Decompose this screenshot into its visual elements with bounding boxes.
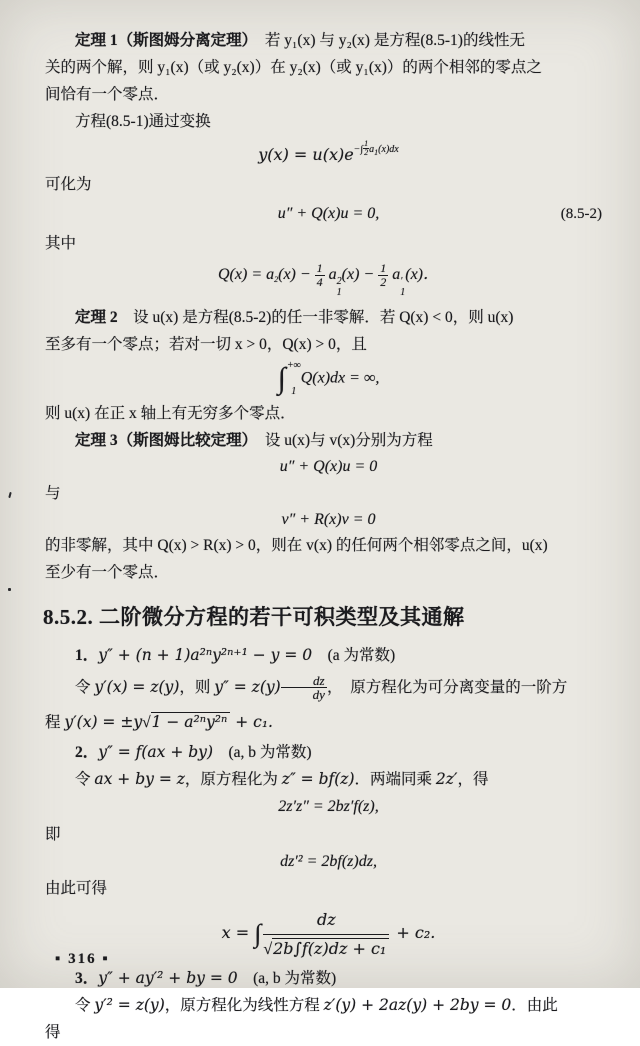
equation-v: v″ + R(x)v = 0 [281, 510, 376, 528]
equation-integral [45, 361, 612, 397]
scan-speck [8, 492, 11, 498]
item1-note: (a 为常数) [312, 647, 396, 665]
item2-number: 2． [75, 744, 99, 762]
and-label: 与 [45, 484, 61, 502]
eqQ-lhs: Q(x) = a [218, 265, 275, 283]
eq-transform-base: y(x) = u(x)e [258, 144, 354, 164]
eqQ-a2-supsub: ′ 1 [400, 275, 406, 299]
theorem3-text: 设 u(x)与 v(x)分别为方程 [249, 431, 433, 449]
eq-852-tag: (8.5-2) [560, 206, 602, 223]
equation-u: u″ + Q(x)u = 0 [279, 457, 378, 475]
item1-equation: y″ + (n + 1)a²ⁿy²ⁿ⁺¹ − y = 0 [98, 646, 313, 665]
item1-line3: 程 y′(x) = ±y√1 − a²ⁿy²ⁿ + c₁. [45, 713, 273, 732]
integral-upper-limit: +∞ [286, 359, 301, 371]
theorem2-line1 [45, 304, 612, 331]
item3-note: (a, b 为常数) [237, 969, 337, 987]
eqQ-a2: a [388, 265, 401, 283]
equation-transform [45, 140, 612, 166]
item2-line2: 令 ax + by = z，原方程化为 z″ = bf(z)．两端同乘 2z′，得 [75, 770, 489, 789]
page-number: ▪ 316 ▪ [55, 951, 110, 967]
equation-2zz: 2z′z″ = 2bz′f(z), [278, 798, 379, 816]
item1-number: 1． [75, 647, 99, 665]
equation-x-solution [45, 908, 612, 960]
theorem3-title: 定理 3（斯图姆比较定理） [75, 431, 250, 449]
eqx-tail: + c₂. [391, 923, 436, 943]
item3-line1 [45, 965, 612, 992]
item1-line2: 令 y′(x) = z(y)，则 y″ = z(y) $\frac{dz}{dy}$ ， 原方程化为可分离变量的一阶方 [75, 672, 568, 703]
exp-fraction: $\frac{1}{2}$ [364, 139, 369, 158]
item2-note: (a, b 为常数) [213, 744, 312, 762]
eqx-integral-sign: ∫ [254, 919, 262, 949]
item3-line3: 得 [45, 1023, 61, 1041]
item3-line2: 令 y′² = z(y)，原方程化为线性方程 z′(y) + 2az(y) + 2by = 0．由此 [75, 995, 558, 1014]
exp-a-subscript: 1 [374, 147, 379, 157]
eqQ-end: (x)． [405, 265, 439, 283]
item3-number: 3． [75, 969, 99, 987]
theorem1-line3: 间恰有一个零点． [45, 86, 170, 103]
eqQ-sub2: 2 [274, 274, 279, 284]
integral-body: Q(x)dx = ∞, [300, 369, 380, 387]
eqx-fraction: $\frac{dz}{\text{√2b∫f(z)dz + c₁}}$ [263, 908, 389, 960]
theorem1-line2: 关的两个解，则 y₁(x)（或 y₂(x)）在 y₂(x)（或 y₁(x)）的两个相邻的零点之 [45, 59, 542, 76]
theorem1-line1 [45, 27, 612, 54]
hence-label: 由此可得 [45, 880, 108, 898]
theorem3-line1 [45, 427, 612, 454]
integral-with-limits [278, 361, 301, 397]
item2-line1 [45, 739, 612, 766]
then-label: 即 [45, 825, 61, 843]
equation-dz: dz′² = 2bf(z)dz, [280, 852, 377, 870]
theorem1-title: 定理 1（斯图姆分离定理） [75, 32, 250, 49]
theorem2-text: 设 u(x) 是方程(8.5-2)的任一非零解．若 Q(x) < 0，则 u(x) [117, 308, 514, 326]
eqQ-a1: a [324, 265, 337, 283]
theorem2-line2: 至多有一个零点；若对一切 x > 0，Q(x) > 0，且 [45, 335, 367, 353]
where-label: 其中 [45, 234, 77, 252]
fraction-one-quarter: $\frac{1}{4}$ [316, 260, 323, 289]
theorem3-line2: 的非零解，其中 Q(x) > R(x) > 0，则在 v(x) 的任何两个相邻零点之间，u(x) [45, 537, 548, 555]
item1-line1 [45, 642, 612, 669]
exp-rest: (x)dx [378, 143, 399, 155]
item3-equation: y″ + ay′² + by = 0 [98, 968, 238, 987]
equation-852 [45, 203, 612, 225]
eqQ-t1: (x) − [278, 265, 315, 283]
eqx-lhs: x = [221, 923, 255, 943]
exp-integral-sign: −∫ [353, 143, 364, 155]
item2-equation: y″ = f(ax + by) [98, 743, 213, 762]
eqQ-t3: (x) − [341, 265, 379, 283]
eq-852-body: u″ + Q(x)u = 0, [277, 205, 380, 223]
fraction-dz-dy: $\frac{dz}{dy}$ [281, 674, 327, 702]
theorem2-line3: 则 u(x) 在正 x 轴上有无穷多个零点． [45, 404, 296, 422]
fraction-one-half: $\frac{1}{2}$ [380, 260, 387, 289]
scan-speck [8, 588, 11, 591]
transform-intro: 方程(8.5-1)通过变换 [75, 113, 211, 130]
theorem1-text: 若 y₁(x) 与 y₂(x) 是方程(8.5-1)的线性无 [249, 32, 525, 49]
exp-a: a [369, 143, 375, 155]
integral-lower-limit: 1 [291, 386, 297, 398]
theorem2-title: 定理 2 [75, 308, 118, 326]
eqx-radical: √2b∫f(z)dz + c₁ [263, 941, 389, 958]
eqQ-a1-supsub: 2 1 [336, 275, 342, 299]
equation-Q [45, 262, 612, 299]
eq-transform-exponent [354, 140, 399, 158]
integral-sign: ∫ [277, 361, 286, 395]
theorem3-line3: 至少有一个零点． [45, 564, 170, 582]
reduce-label: 可化为 [45, 176, 92, 194]
radical-expression: √1 − a²ⁿy²ⁿ [142, 714, 230, 731]
section-heading: 8.5.2. 二阶微分方程的若干可积类型及其通解 [43, 605, 465, 630]
